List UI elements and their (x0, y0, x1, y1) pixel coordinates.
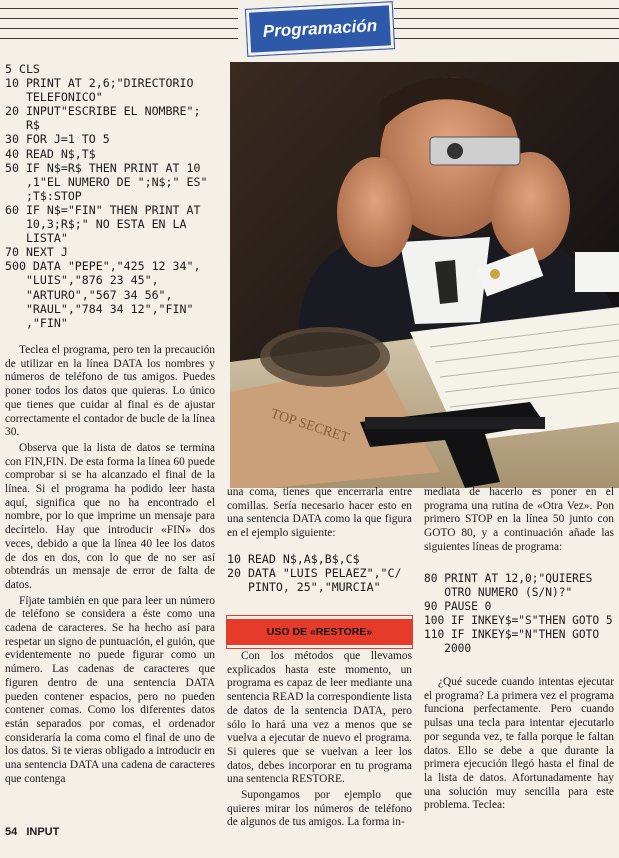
program-listing-main (5, 62, 227, 330)
code-line: 40 READ N$,T$ (5, 146, 96, 161)
text-column-3-top (424, 486, 614, 557)
code-line: "LUIS","876 23 45", (5, 273, 159, 288)
code-line: OTRO NUMERO (S/N)?" (424, 586, 573, 600)
code-line: LISTA" (5, 231, 68, 246)
header-rule-left (0, 8, 238, 48)
code-line: 80 PRINT AT 12,0;"QUIERES (424, 572, 593, 585)
paragraph: ¿Qué sucede cuando intentas ejecutar el programa? La primera vez el programa funciona perfectamente. Pero cuando pulsas una tecla para intentar ejecutarlo por segunda vez, te falla porque le faltan datos. Ello se debe a que durante la primera ejecución llegó hasta el final de la lista de datos. Afortunadamente hay una solución muy sencilla para este problema. Teclea: (424, 676, 614, 812)
code-line: "RAUL","784 34 12","FIN" (5, 301, 194, 316)
paragraph: Teclea el programa, pero ten la precaución de utilizar en la línea DATA los nombres y números de teléfono de tus amigos. Puedes poner todos los datos que quieras. Lo único que tienes que cuidar al final es de ajustar correctamente el contador de bucle de la línea 30. (5, 344, 215, 439)
code-line: 10 READ N$,A$,B$,C$ (227, 552, 360, 566)
photo-man-with-camera-and-pistol (230, 62, 619, 488)
paragraph: Supongamos por ejemplo que quieres mirar los números de teléfono de algunos de tus amigos. La forma in- (227, 789, 412, 829)
code-line: 20 INPUT"ESCRIBE EL NOMBRE"; (5, 104, 201, 119)
code-line: TELEFONICO" (5, 90, 103, 105)
code-line: 110 IF INKEY$="N"THEN GOTO (424, 628, 600, 642)
magazine-name: INPUT (26, 826, 60, 838)
code-line: 10,3;R$;" NO ESTA EN LA (5, 217, 187, 232)
code-line: ;T$:STOP (5, 188, 82, 203)
header-rule-right (394, 8, 619, 48)
code-line: 30 FOR J=1 TO 5 (5, 132, 110, 147)
code-line: 90 PAUSE 0 (424, 600, 492, 614)
code-line: 100 IF INKEY$="S"THEN GOTO 5 (424, 614, 613, 628)
code-line: ,1"EL NUMERO DE ";N$;" ES" (5, 174, 208, 189)
subheading-restore: USO DE «RESTORE» (227, 616, 412, 648)
paragraph: Con los métodos que llevamos explicados hasta este momento, un programa es capaz de leer mediante una sentencia READ la correspondiente lista de datos de la sentencia DATA, pero sólo lo hará una vez a menos que se vuelva a ejecutar de nuevo el programa. Si quieres que se vuelvan a leer los datos, debes incorporar en tu programa una sentencia RESTORE. (227, 650, 412, 786)
paragraph: Observa que la lista de datos se termina con FIN,FIN. De esta forma la línea 60 puede comprobar si se ha alcanzado el final de la línea. Si el programa ha podido leer hasta aquí, significa que no ha encontrado el nombre, por lo que imprime un mensaje para decírtelo. Hay que introducir «FIN» dos veces, debido a que la línea 40 lee los datos de dos en dos, con lo que de no ser así obtendrás un mensaje de error de falta de datos. (5, 441, 215, 591)
code-line: ,"FIN" (5, 315, 68, 330)
code-line: 5 CLS (5, 62, 40, 76)
code-line: 20 DATA "LUIS PELAEZ","C/ (227, 566, 402, 581)
text-column-2-bottom (227, 650, 412, 832)
folder-stamp-text: TOP SECRET (268, 406, 351, 446)
text-column-3-bottom (424, 676, 614, 815)
text-column-2-top (227, 486, 412, 543)
paragraph: mediata de hacerlo es poner en el programa una rutina de «Otra Vez». Pon primero STOP en la línea 50 junto con GOTO 80, y a continuación añade las siguientes líneas de programa: (424, 486, 614, 553)
code-line: 2000 (424, 642, 472, 656)
text-column-1 (5, 344, 215, 789)
code-line: "ARTURO","567 34 56", (5, 287, 173, 302)
photo-illustration (230, 62, 619, 488)
paragraph: una coma, tienes que encerrarla entre comillas. Sería necesario hacer esto en una sentencia DATA como la que figura en el ejemplo siguiente: (227, 486, 412, 540)
code-line: 60 IF N$="FIN" THEN PRINT AT (5, 202, 201, 217)
page-number: 54 (5, 826, 18, 838)
section-title-badge: Programación (246, 2, 394, 56)
program-listing-restore (424, 572, 619, 657)
code-line: 10 PRINT AT 2,6;"DIRECTORIO (5, 76, 194, 91)
paragraph: Fíjate también en que para leer un número de teléfono se considera a éste como una cadena de caracteres. Se ha hecho así para respetar un signo de puntuación, el guión, que evidentemente no puede figurar como un número. Las cadenas de caracteres que figuren dentro de una sentencia DATA pueden contener espacios, pero no pueden contener comas. Como los diferentes datos están separados por comas, el ordenador consideraría la coma como el final de uno de los datos. Si te vieras obligado a introducir en una sentencia DATA una cadena de caracteres que contenga (5, 594, 215, 785)
code-line: 70 NEXT J (5, 245, 68, 260)
code-line: 50 IF N$=R$ THEN PRINT AT 10 (5, 160, 201, 175)
program-listing-data-example (227, 552, 412, 594)
code-line: R$ (5, 118, 40, 133)
code-line: PINTO, 25","MURCIA" (227, 580, 381, 595)
code-line: 500 DATA "PEPE","425 12 34", (5, 259, 201, 274)
page-footer (5, 826, 65, 838)
